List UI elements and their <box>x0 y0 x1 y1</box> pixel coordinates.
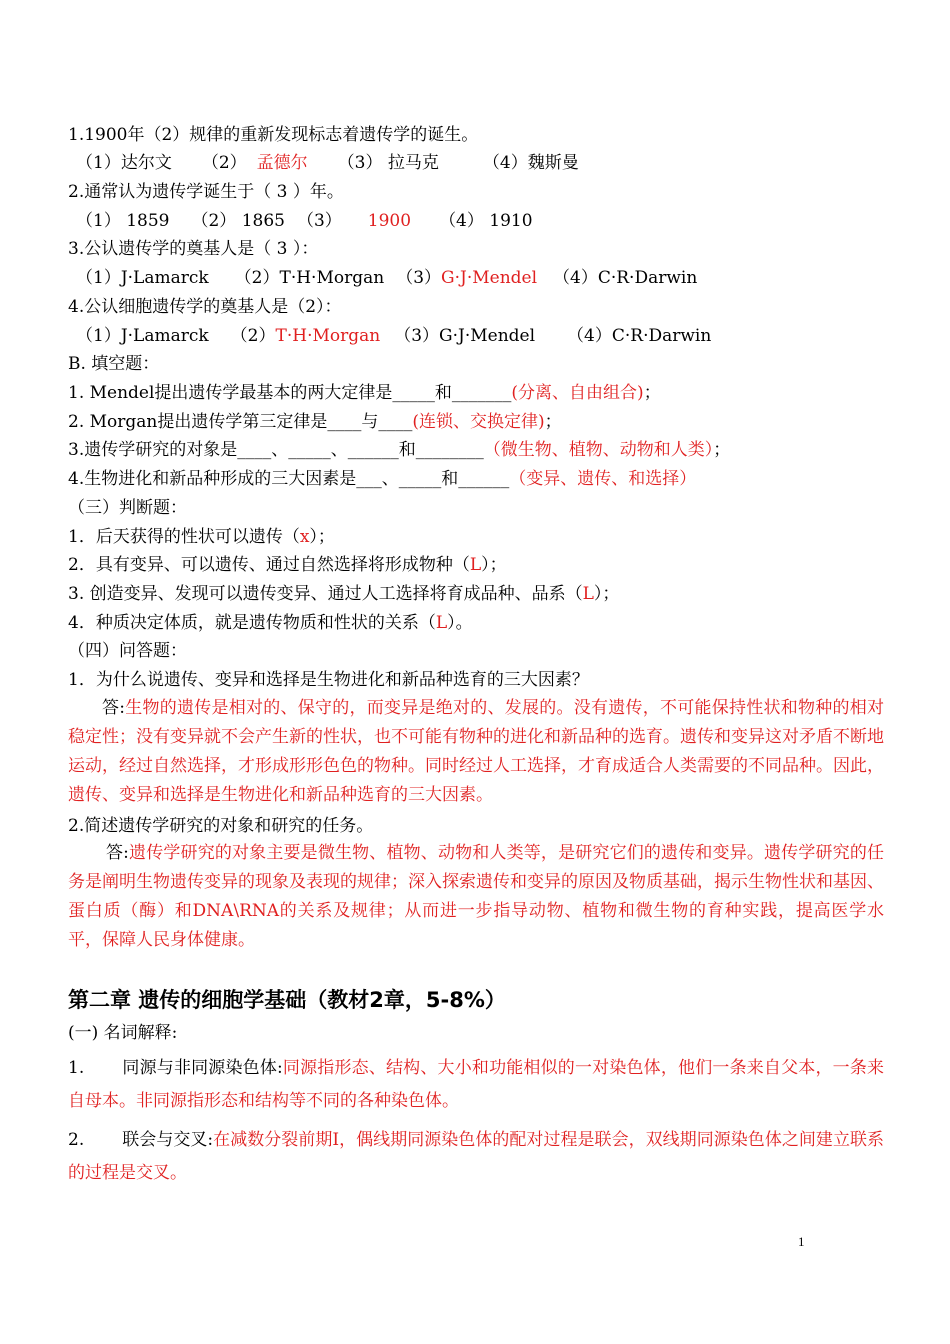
definition-2 <box>68 1124 884 1190</box>
qa-answer-1 <box>68 694 884 810</box>
judge-item-1 <box>68 526 335 548</box>
punctuation: ； <box>544 412 562 432</box>
option: （3）G·J·Mendel <box>394 326 536 346</box>
fill-item-2 <box>68 411 562 433</box>
punctuation: ）； <box>309 527 335 547</box>
judge-item-3 <box>68 583 619 605</box>
option: （2） <box>230 326 276 346</box>
fill-item-1 <box>68 382 661 404</box>
punctuation: ； <box>643 383 661 403</box>
qa-question-2: 2.简述遗传学研究的对象和研究的任务。 <box>68 816 374 836</box>
judge-item-2 <box>68 554 507 576</box>
qa-answer-2 <box>68 839 884 955</box>
answer-text: L <box>469 555 482 575</box>
judge-item-4 <box>68 612 473 634</box>
chapter-2-title: 第二章 遗传的细胞学基础（教材2章，5-8%） <box>68 988 506 1012</box>
punctuation: ； <box>713 440 731 460</box>
judgement-heading: （三）判断题： <box>68 498 187 518</box>
question-3-options <box>76 267 697 289</box>
answer-text: L <box>582 584 594 604</box>
qa-heading: （四）问答题： <box>68 641 187 661</box>
option: （1） 1859 <box>76 211 170 231</box>
judge-question: 1．后天获得的性状可以遗传（ <box>68 527 300 547</box>
item-number: 1. <box>68 1058 85 1078</box>
answer-text: L <box>435 613 448 633</box>
item-number: 2. <box>68 1130 85 1150</box>
option: （4）魏斯曼 <box>482 153 579 173</box>
definitions-heading: (一) 名词解释: <box>68 1023 178 1043</box>
option: （2）T·H·Morgan <box>234 268 385 288</box>
question-3: 3.公认遗传学的奠基人是（ 3 ）： <box>68 239 319 259</box>
answer-text: (连锁、交换定律) <box>412 412 545 432</box>
judge-question: 2．具有变异、可以遗传、通过自然选择将形成物种（ <box>68 555 470 575</box>
term: 同源与非同源染色体: <box>122 1058 283 1078</box>
option: （3） 拉马克 <box>337 153 439 173</box>
question-1: 1.1900年（2）规律的重新发现标志着遗传学的诞生。 <box>68 125 479 145</box>
answer-text: (分离、自由组合) <box>511 383 644 403</box>
option: （1）J·Lamarck <box>76 326 209 346</box>
fill-question: 3.遗传学研究的对象是____、_____、______和________ <box>68 440 484 460</box>
answer-text: 孟德尔 <box>256 153 308 173</box>
option: （4）C·R·Darwin <box>553 268 698 288</box>
answer-text: T·H·Morgan <box>275 326 381 346</box>
punctuation: ）； <box>593 584 620 604</box>
option: （4）C·R·Darwin <box>567 326 712 346</box>
option: （2） <box>201 153 247 173</box>
definition-text: 同源指形态、结构、大小和功能相似的一对染色体，他们一条来自父本，一条来自母本。非同源指形态和结构等不同的各种染色体。 <box>68 1058 884 1111</box>
option: （2） 1865 <box>191 211 285 231</box>
question-4: 4.公认细胞遗传学的奠基人是（2）： <box>68 297 342 317</box>
fill-in-heading: B. 填空题： <box>68 354 160 374</box>
fill-item-4 <box>68 468 696 490</box>
question-4-options <box>76 325 711 347</box>
answer-text: 生物的遗传是相对的、保守的，而变异是绝对的、发展的。没有遗传，不可能保持性状和物种的相对稳定性；没有变异就不会产生新的性状，也不可能有物种的进化和新品种的选育。遗传和变异这对矛盾不断地运动，经过自然选择，才形成形形色色的物种。同时经过人工选择，才育成适合人类需要的不同品种。因此，遗传、变异和选择是生物进化和新品种选育的三大因素。 <box>68 698 884 805</box>
question-1-options <box>76 152 579 174</box>
fill-item-3 <box>68 439 730 461</box>
answer-text: （微生物、植物、动物和人类） <box>483 440 714 460</box>
definition-text: 在减数分裂前期I，偶线期同源染色体的配对过程是联会，双线期同源染色体之间建立联系的过程是交叉。 <box>68 1130 884 1183</box>
punctuation: ）； <box>481 555 507 575</box>
option: （1）达尔文 <box>76 153 172 173</box>
option: （3） <box>296 211 342 231</box>
fill-question: 4.生物进化和新品种形成的三大因素是___、_____和______ <box>68 469 510 489</box>
answer-text: 遗传学研究的对象主要是微生物、植物、动物和人类等，是研究它们的遗传和变异。遗传学研究的任务是阐明生物遗传变异的现象及表现的规律；深入探索遗传和变异的原因及物质基础，揭示生物性状和基因、蛋白质（酶）和DNA\RNA的关系及规律；从而进一步指导动物、植物和微生物的育种实践，提高医学水平，保障人民身体健康。 <box>68 843 884 950</box>
answer-label: 答: <box>106 843 129 863</box>
answer-text: G·J·Mendel <box>441 268 538 288</box>
option: （3） <box>396 268 442 288</box>
option: （4） 1910 <box>439 211 533 231</box>
fill-question: 1. Mendel提出遗传学最基本的两大定律是_____和_______ <box>68 383 512 403</box>
judge-question: 4．种质决定体质，就是遗传物质和性状的关系（ <box>68 613 436 633</box>
answer-label: 答: <box>102 698 125 718</box>
question-2-options <box>76 210 533 232</box>
question-2: 2.通常认为遗传学诞生于（ 3 ）年。 <box>68 182 344 202</box>
option: （1）J·Lamarck <box>76 268 209 288</box>
term: 联会与交叉: <box>122 1130 214 1150</box>
answer-text: （变异、遗传、和选择） <box>509 469 697 489</box>
answer-text: 1900 <box>367 211 412 231</box>
fill-question: 2. Morgan提出遗传学第三定律是____与____ <box>68 412 413 432</box>
definition-1 <box>68 1052 884 1118</box>
punctuation: ）。 <box>447 613 473 633</box>
answer-text: x <box>299 527 310 547</box>
qa-question-1: 1．为什么说遗传、变异和选择是生物进化和新品种选育的三大因素？ <box>68 670 589 690</box>
page-number: 1 <box>798 1234 805 1249</box>
judge-question: 3. 创造变异、发现可以遗传变异、通过人工选择将育成品种、品系（ <box>68 584 583 604</box>
